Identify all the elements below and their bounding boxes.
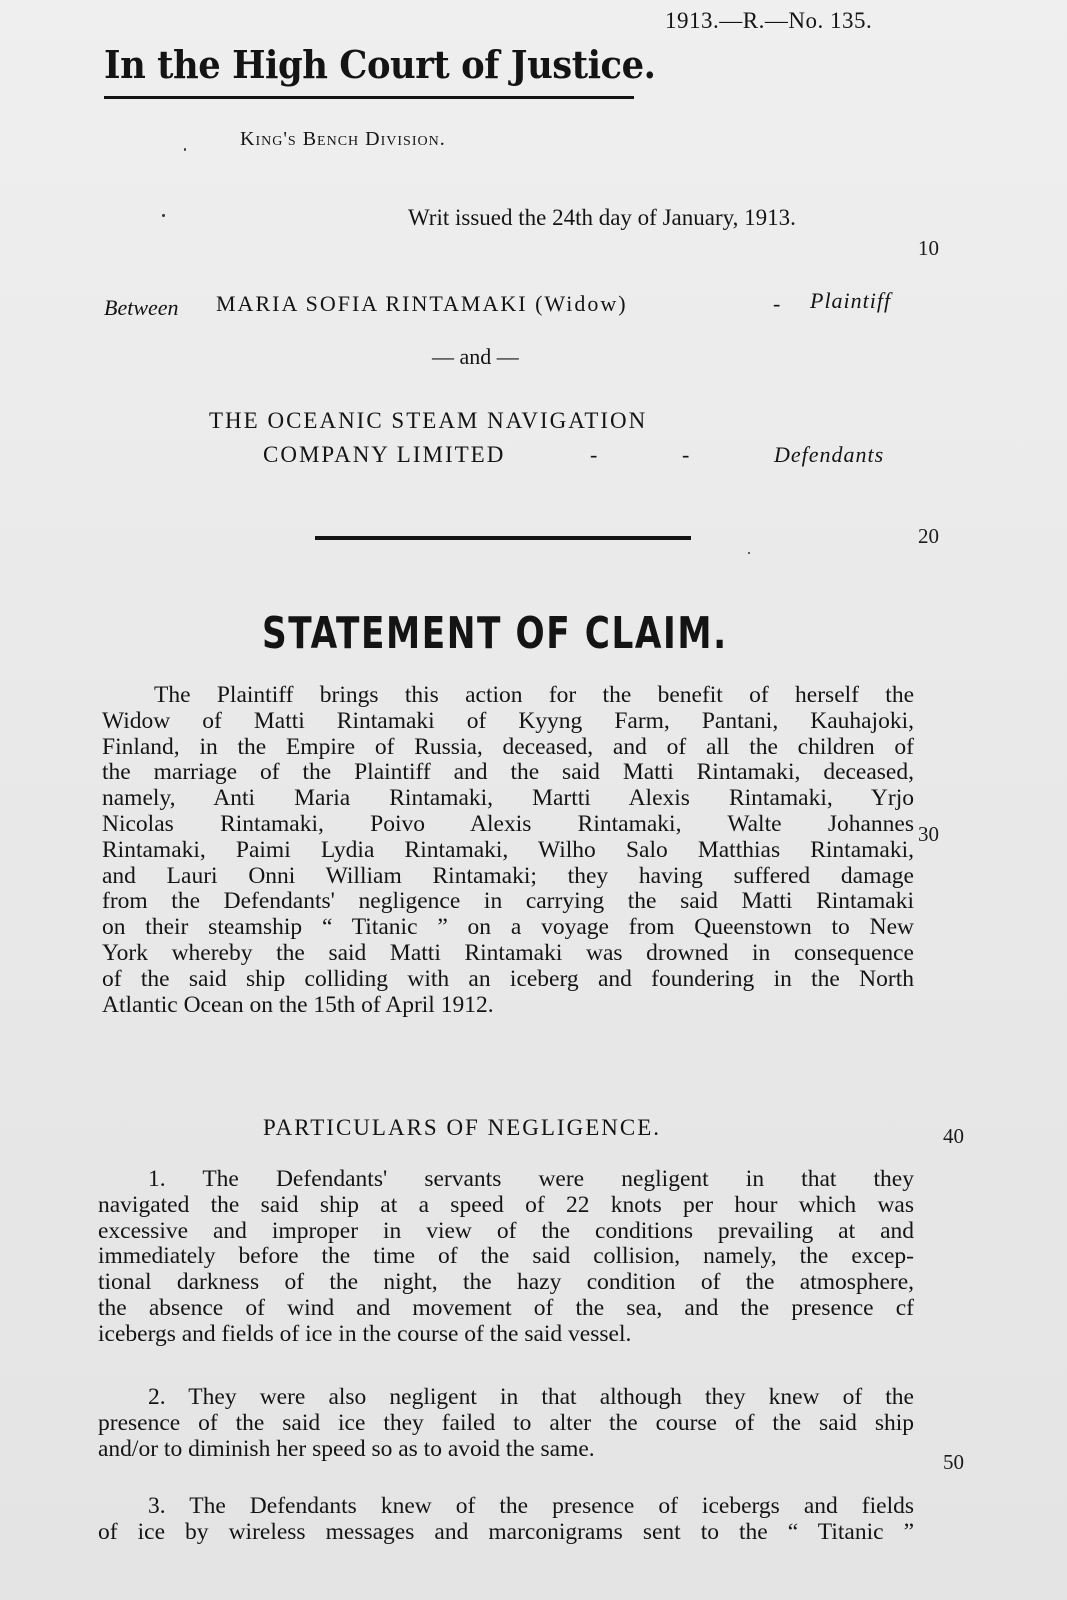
paragraph-line: 2. They were also negligent in that although they knew of the (148, 1384, 914, 1410)
paragraph-line: 3. The Defendants knew of the presence of icebergs and fields (148, 1493, 914, 1519)
paragraph-line: icebergs and fields of ice in the course of the said vessel. (98, 1320, 632, 1347)
document-heading: STATEMENT OF CLAIM. (262, 608, 728, 659)
claim-paragraph (102, 683, 914, 1018)
paragraph-line: York whereby the said Matti Rintamaki was drowned in consequence (102, 939, 914, 966)
paragraph-line: The Plaintiff brings this action for the benefit of herself the (154, 682, 914, 708)
paragraph-line: on their steamship “ Titanic ” on a voyage from Queenstown to New (102, 914, 914, 941)
paragraph-line: Atlantic Ocean on the 15th of April 1912. (102, 991, 494, 1018)
line-number-40: 40 (943, 1124, 964, 1148)
court-title: In the High Court of Justice. (104, 42, 656, 87)
defendant-dash: - (590, 442, 598, 467)
paragraph-line: Rintamaki, Paimi Lydia Rintamaki, Wilho Salo Matthias Rintamaki, (102, 836, 914, 863)
paragraph-line: Nicolas Rintamaki, Poivo Alexis Rintamaki, Walte Johannes (102, 810, 914, 837)
particulars-heading: PARTICULARS OF NEGLIGENCE. (263, 1115, 661, 1140)
defendant-name-line2: COMPANY LIMITED (263, 442, 506, 467)
defendant-role: Defendants (774, 442, 885, 467)
ink-speck (748, 552, 750, 554)
paragraph-line: the absence of wind and movement of the sea, and the presence cf (98, 1294, 914, 1321)
particular-2 (98, 1385, 914, 1462)
particular-1 (98, 1167, 914, 1348)
case-reference: 1913.—R.—No. 135. (665, 8, 873, 33)
paragraph-line: from the Defendants' negligence in carrying the said Matti Rintamaki (102, 888, 914, 915)
defendant-name-line1: THE OCEANIC STEAM NAVIGATION (209, 408, 648, 433)
plaintiff-role: Plaintiff (810, 288, 892, 313)
ink-speck (184, 148, 186, 151)
line-number-50: 50 (943, 1450, 964, 1474)
line-number-10: 10 (918, 236, 939, 260)
plaintiff-name: MARIA SOFIA RINTAMAKI (Widow) (216, 291, 628, 316)
line-number-30: 30 (918, 822, 939, 846)
line-number-20: 20 (918, 524, 939, 548)
paragraph-line: of ice by wireless messages and marconigrams sent to the “ Titanic ” (98, 1518, 914, 1545)
court-title-rule (104, 96, 634, 99)
paragraph-line: the marriage of the Plaintiff and the said Matti Rintamaki, deceased, (102, 759, 914, 786)
ink-speck (162, 214, 165, 217)
paragraph-line: Finland, in the Empire of Russia, deceased, and of all the children of (102, 733, 914, 760)
paragraph-line: tional darkness of the night, the hazy condition of the atmosphere, (98, 1269, 914, 1296)
plaintiff-dash: - (773, 291, 781, 316)
paragraph-line: namely, Anti Maria Rintamaki, Martti Alexis Rintamaki, Yrjo (102, 785, 914, 812)
paragraph-line: navigated the said ship at a speed of 22 knots per hour which was (98, 1191, 914, 1218)
and-separator: — and — (432, 344, 519, 369)
paragraph-line: 1. The Defendants' servants were negligent in that they (148, 1166, 914, 1192)
paragraph-line: and Lauri Onni William Rintamaki; they having suffered damage (102, 862, 914, 889)
section-divider (315, 536, 691, 540)
writ-date: Writ issued the 24th day of January, 1913. (408, 205, 796, 230)
paragraph-line: Widow of Matti Rintamaki of Kyyng Farm, Pantani, Kauhajoki, (102, 707, 914, 734)
particular-3 (98, 1494, 914, 1546)
defendant-dash: - (682, 442, 690, 467)
paragraph-line: of the said ship colliding with an iceberg and foundering in the North (102, 965, 914, 992)
paragraph-line: presence of the said ice they failed to alter the course of the said ship (98, 1409, 914, 1436)
between-word: Between (104, 295, 179, 320)
division-name: King's Bench Division. (240, 128, 446, 150)
paragraph-line: excessive and improper in view of the conditions prevailing at and (98, 1217, 914, 1244)
paragraph-line: and/or to diminish her speed so as to avoid the same. (98, 1435, 595, 1462)
paragraph-line: immediately before the time of the said collision, namely, the excep- (98, 1243, 914, 1270)
